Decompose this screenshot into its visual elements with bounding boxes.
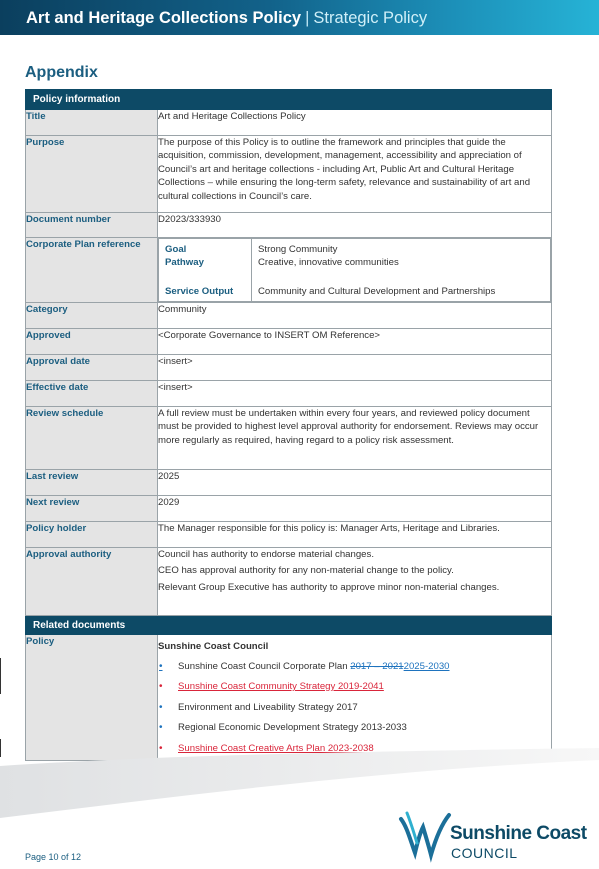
tracked-deletion: 2017 – 2021	[350, 660, 404, 672]
row-value: D2023/333930	[158, 212, 552, 237]
corporate-plan-cell	[158, 237, 552, 302]
bullet: •	[159, 722, 163, 733]
row-label: Approved	[26, 328, 158, 354]
row-label: Review schedule	[26, 406, 158, 469]
row-value: A full review must be undertaken within every four years, and reviewed policy document must be provided to highest level approval authority for endorsement. Reviews may occur more regularly as required, having regard to a policy risk assessment.	[158, 406, 552, 469]
list-item	[158, 701, 551, 715]
table-row	[26, 237, 552, 302]
goal-label-text: Goal	[165, 243, 187, 255]
document-title: Sunshine Coast Council Corporate Plan	[178, 660, 348, 672]
change-bar	[0, 658, 1, 694]
goal-label	[159, 238, 252, 301]
row-label: Category	[26, 302, 158, 328]
row-value: The Manager responsible for this policy is: Manager Arts, Heritage and Libraries.	[158, 521, 552, 547]
document-title: Environment and Liveability Strategy 2017	[178, 701, 358, 713]
list-item	[158, 680, 551, 694]
table-row	[26, 547, 552, 615]
page-number: Page 10 of 12	[25, 852, 82, 862]
approval-authority-value	[158, 547, 552, 615]
related-documents-list	[158, 660, 551, 756]
organisation-name: Sunshine Coast Council	[158, 641, 269, 652]
row-label: Corporate Plan reference	[26, 237, 158, 302]
spacer	[258, 270, 544, 285]
spacer	[165, 270, 251, 285]
row-label: Effective date	[26, 380, 158, 406]
header-text	[26, 9, 427, 28]
bullet: •	[159, 742, 163, 754]
table-row	[26, 302, 552, 328]
bullet: •	[159, 701, 163, 713]
row-label: Approval date	[26, 354, 158, 380]
logo-wordmark: Sunshine Coast	[450, 823, 587, 844]
table-row	[26, 469, 552, 495]
row-value: The purpose of this Policy is to outline the framework and principles that guide the acquisition, commission, development, management, accessibility and appreciation of Council’s art and heritage collections - including Art, Public Art and Cultural Heritage Collections – while ensuring the long-term safety, relevance and sustainability of art and cultural collections in Council’s care.	[158, 135, 552, 212]
list-item	[158, 660, 551, 674]
document-title: Sunshine Coast Community Strategy 2019-2041	[178, 681, 384, 692]
pathway-value: Creative, innovative communities	[258, 257, 399, 268]
row-value: <insert>	[158, 354, 552, 380]
row-value: 2025	[158, 469, 552, 495]
row-label: Policy holder	[26, 521, 158, 547]
table-row	[26, 212, 552, 237]
row-value: Art and Heritage Collections Policy	[158, 109, 552, 135]
row-label: Purpose	[26, 135, 158, 212]
section-header-row	[26, 615, 552, 635]
table-row	[26, 354, 552, 380]
logo-wave-icon	[397, 805, 453, 863]
row-label: Last review	[26, 469, 158, 495]
policy-information-table	[25, 89, 552, 761]
row-value: 2029	[158, 495, 552, 521]
approval-line: Relevant Group Executive has authority to approve minor non-material changes.	[158, 581, 500, 593]
table-row	[26, 135, 552, 212]
row-value: <insert>	[158, 380, 552, 406]
section-header-row	[26, 90, 552, 110]
table-row	[26, 380, 552, 406]
row-label: Policy	[26, 635, 158, 761]
row-label: Title	[26, 109, 158, 135]
sunshine-coast-council-logo	[397, 805, 597, 863]
list-item	[158, 721, 551, 735]
header-subtitle: Strategic Policy	[313, 9, 428, 27]
table-row	[26, 635, 552, 761]
appendix-heading: Appendix	[25, 64, 98, 81]
table-row	[26, 406, 552, 469]
row-label: Next review	[26, 495, 158, 521]
goal-value: Strong Community	[258, 243, 338, 255]
bullet: •	[159, 660, 163, 672]
table-row	[26, 521, 552, 547]
table-row	[26, 109, 552, 135]
pathway-label-text: Pathway	[165, 257, 204, 268]
corporate-plan-values	[252, 238, 551, 301]
logo-council: COUNCIL	[451, 845, 518, 861]
row-value: <Corporate Governance to INSERT OM Reference>	[158, 328, 552, 354]
related-documents-cell	[158, 635, 552, 761]
row-label: Document number	[26, 212, 158, 237]
header-separator: |	[305, 9, 310, 27]
section-title-policy-information: Policy information	[26, 90, 552, 110]
header-title: Art and Heritage Collections Policy	[26, 9, 302, 27]
document-title: Regional Economic Development Strategy 2013-2033	[178, 722, 407, 733]
row-value: Community	[158, 302, 552, 328]
tracked-insertion: 2025-2030	[403, 660, 450, 672]
table-row	[26, 495, 552, 521]
service-output-value: Community and Cultural Development and Partnerships	[258, 285, 496, 297]
row-label: Approval authority	[26, 547, 158, 615]
document-title: Sunshine Coast Creative Arts Plan 2023-2038	[178, 742, 374, 754]
section-title-related-documents: Related documents	[26, 615, 552, 635]
approval-line: Council has authority to endorse material changes.	[158, 548, 374, 560]
table-row	[26, 328, 552, 354]
approval-line: CEO has approval authority for any non-material change to the policy.	[158, 565, 454, 576]
page-header	[0, 0, 599, 35]
service-output-label-text: Service Output	[165, 285, 234, 297]
bullet: •	[159, 681, 163, 692]
corporate-plan-inner-table	[158, 238, 551, 302]
